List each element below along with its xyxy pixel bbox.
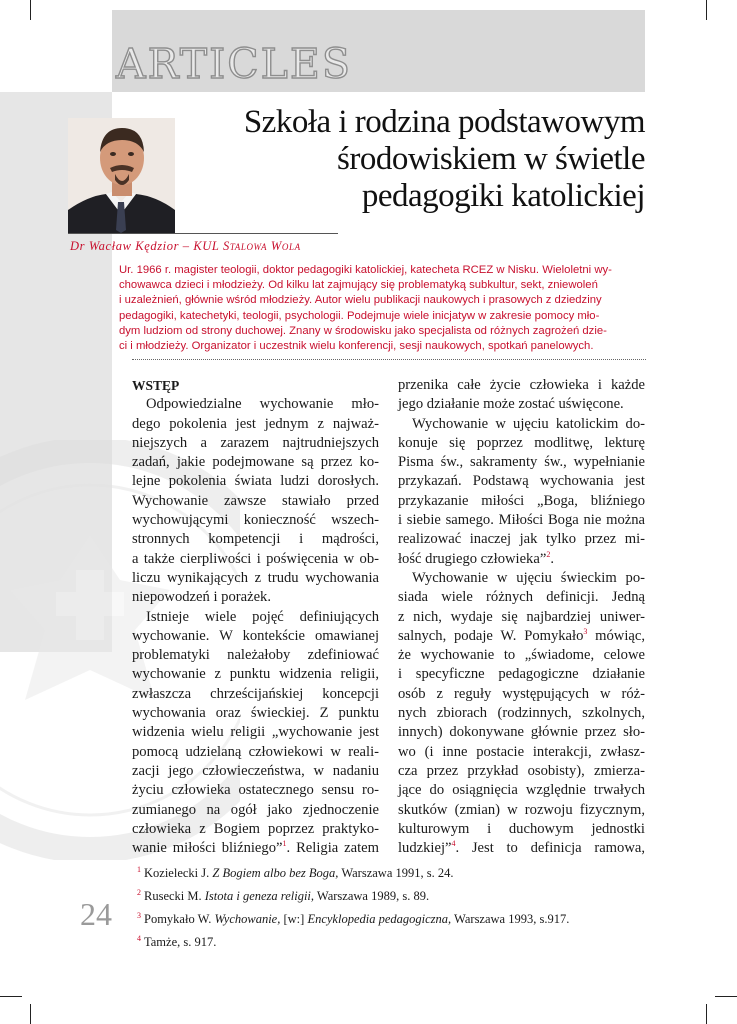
- title-line: pedagogiki katolickiej: [361, 178, 645, 214]
- footnote-title: Istota i geneza religii,: [204, 889, 315, 904]
- body-line: nych zbiorach (rodzinnych, szkolnych,: [398, 705, 645, 722]
- body-line: wo (i inne postacie interakcji, zwłasz-: [398, 743, 645, 760]
- author-photo: [68, 118, 175, 233]
- body-line: kulturowym i duchowym jednostki: [398, 820, 645, 837]
- footnote-ref[interactable]: 4: [451, 839, 456, 849]
- bio-line: ci i młodzieży. Organizator i uczestnik wielu konferencji, sesji naukowych, spotkań panelowych.: [119, 340, 594, 353]
- body-line: skutków (zmian) w rozwoju fizycznym,: [398, 801, 645, 818]
- author-place: Stalowa Wola: [222, 239, 301, 253]
- footnote: [137, 860, 637, 883]
- body-line: i specyficzne pedagogiczne działanie: [398, 666, 645, 683]
- footnote-ref[interactable]: 1: [282, 839, 287, 849]
- body-text: mówiąc,: [587, 627, 645, 644]
- footnote-title: Wychowanie,: [214, 912, 281, 927]
- body-column-right: [398, 376, 645, 858]
- footnote-title: Z Bogiem albo bez Boga,: [212, 866, 339, 881]
- body-line: i siebie samego. Miłości Boga nie można: [398, 512, 645, 529]
- author-bio: [119, 263, 646, 354]
- body-line: widzenia wielu religii „wychowanie jest: [132, 724, 379, 741]
- bio-line: chowawca dzieci i młodzieży. Od kilku lat zajmujący się problematyką subkultur, sekt, zniewoleń: [119, 279, 598, 292]
- crop-mark: [706, 0, 707, 20]
- dotted-divider: [132, 359, 646, 360]
- body-line: zwłaszcza chrześcijańskiej koncepcji: [132, 685, 379, 702]
- footnote-rest: Warszawa 1991, s. 24.: [338, 866, 454, 881]
- footnote-rest: Warszawa 1993, s.917.: [451, 912, 570, 927]
- footnote-author: Pomykało W.: [144, 912, 215, 927]
- body-line: przenika całe życie człowieka i każde: [398, 377, 645, 393]
- body-line: wychowanie z punktu widzenia religii,: [132, 666, 379, 683]
- footnote-author: Kozielecki J.: [144, 866, 213, 881]
- body-line: innych) dokonywane głównie przez sło-: [398, 724, 645, 741]
- body-line: człowieka z Bogiem poprzez praktyko-: [132, 820, 379, 837]
- title-line: środowiskiem w świetle: [337, 141, 645, 177]
- section-label: ARTICLES: [116, 40, 352, 88]
- bio-line: pedagogiki, katechetyki, teologii, psychologii. Podejmuje wiele inicjatyw w zakresie pomocy mło-: [119, 309, 600, 322]
- body-line: cza przez przykład osobisty), zmierza-: [398, 762, 645, 779]
- body-line: zacji jego człowieczeństwa, w nadaniu: [132, 762, 379, 779]
- body-line: [398, 839, 645, 858]
- crop-mark: [715, 996, 737, 997]
- body-line: przykazanie miłości „Boga, bliźniego: [398, 492, 645, 509]
- bio-line: i uzależnień, głównie wśród młodzieży. Autor wielu publikacji naukowych i prasowych z dziedziny: [119, 294, 602, 307]
- page-number: 24: [80, 896, 112, 932]
- body-text: ludzkiej”: [398, 840, 452, 857]
- body-column-left: [132, 376, 379, 858]
- crop-mark: [706, 1004, 707, 1024]
- crop-mark: [0, 996, 22, 997]
- footnote-author: Tamże, s. 917.: [144, 935, 217, 950]
- body-text: salnych, podaje W. Pomykało: [398, 627, 584, 644]
- footnote-author: Rusecki M.: [144, 889, 205, 904]
- body-line: realizować inaczej jak tylko przez mi-: [398, 531, 645, 548]
- footnote: [137, 883, 637, 906]
- body-line: stronnych kompetencji i mądrości,: [132, 531, 379, 548]
- author-line: [70, 239, 301, 254]
- body-line: wychowującymi konieczność wszech-: [132, 512, 379, 529]
- body-line: że wychowanie to „świadome, celowe: [398, 647, 645, 664]
- body-line: osób z reguły występujących w róż-: [398, 685, 645, 702]
- body-text: wanie miłości bliźniego”: [132, 840, 283, 857]
- article-title: [225, 104, 645, 215]
- bio-line: Ur. 1966 r. magister teologii, doktor pedagogiki katolickiej, katecheta RCEZ w Nisku. Wieloletni wy-: [119, 264, 612, 276]
- body-line: niejszych a zarazem najtrudniejszych: [132, 434, 379, 451]
- body-line: siada wiele różnych definicji. Jedną: [398, 589, 645, 606]
- body-line: Wychowanie w ujęciu katolickim do-: [412, 415, 645, 432]
- body-line: Odpowiedzialne wychowanie mło-: [146, 396, 379, 413]
- footnote-rest: Warszawa 1989, s. 89.: [314, 889, 430, 904]
- crop-mark: [30, 0, 31, 20]
- body-line: jego działanie może zostać uświęcone.: [398, 396, 624, 413]
- bio-line: dym ludziom od strony duchowej. Znany w środowisku jako specjalista od różnych zagrożeń dzie-: [119, 324, 607, 337]
- body-line: a także cierpliwości i poświęcenia w ob-: [132, 550, 379, 567]
- body-line: problematyki należałoby zdefiniować: [132, 647, 379, 664]
- body-line: [132, 839, 379, 858]
- title-line: Szkoła i rodzina podstawowym: [243, 104, 645, 140]
- body-line: Istnieje wiele pojęć definiujących: [146, 608, 379, 625]
- footnote-rest: [w:]: [280, 912, 308, 927]
- body-line: Pisma św., sakramenty św., wypełnianie: [398, 454, 645, 471]
- body-line: pomocą udzielaną człowiekowi w reali-: [132, 743, 379, 760]
- body-line: lejne pokolenia świata ludzi dorosłych.: [132, 473, 379, 490]
- body-line: wychowanie. W kontekście omawianej: [132, 627, 379, 644]
- body-line: niepowodzeń i porażek.: [132, 589, 271, 606]
- body-line: wychowania oraz świeckiej. Z punktu: [132, 705, 379, 722]
- section-heading: WSTĘP: [132, 378, 180, 393]
- body-line: zadań, jakie podejmowane są przez ko-: [132, 454, 379, 471]
- body-text: . Religia zatem: [286, 840, 379, 857]
- footnote-number: 2: [137, 888, 141, 898]
- body-line: liczu wynikających z trudu wychowania: [132, 569, 379, 586]
- body-line: [398, 627, 645, 646]
- author-portrait-image: [68, 118, 175, 233]
- body-text: łość drugiego człowieka”: [398, 550, 547, 567]
- body-text: .: [550, 550, 554, 567]
- body-line: zumianego na ogół jako zjednoczenie: [132, 801, 379, 818]
- body-line: z nich, wydaje się najbardziej uniwer-: [398, 608, 645, 625]
- body-line: życiu człowieka ostatecznego sensu ro-: [132, 782, 379, 799]
- body-line: jące do osiągnięcia względnie trwałych: [398, 782, 645, 799]
- footnote-title: Encyklopedia pedagogiczna,: [307, 912, 452, 927]
- body-line: Wychowanie zawsze stawiało przed: [132, 492, 379, 509]
- body-line: konuje się poprzez modlitwę, lekturę: [398, 434, 645, 451]
- body-line: Wychowanie w ujęciu świeckim po-: [412, 569, 645, 586]
- footnote-number: 3: [137, 911, 141, 921]
- crop-mark: [30, 1004, 31, 1024]
- footnote-ref[interactable]: 3: [583, 627, 588, 636]
- body-line: przykazań. Podstawą wychowania jest: [398, 473, 645, 490]
- footnotes: [137, 860, 637, 953]
- body-line: [398, 550, 645, 569]
- author-name: Dr Wacław Kędzior – KUL: [70, 239, 223, 253]
- body-text: . Jest to definicja ramowa,: [455, 840, 645, 857]
- footnote-number: 4: [137, 934, 141, 944]
- footnote: [137, 906, 637, 929]
- footnote-ref[interactable]: 2: [546, 549, 551, 559]
- footnote: [137, 929, 637, 952]
- body-line: dego pokolenia jest jednym z najważ-: [132, 415, 379, 432]
- footnote-number: 1: [137, 865, 141, 874]
- title-rule: [68, 233, 338, 234]
